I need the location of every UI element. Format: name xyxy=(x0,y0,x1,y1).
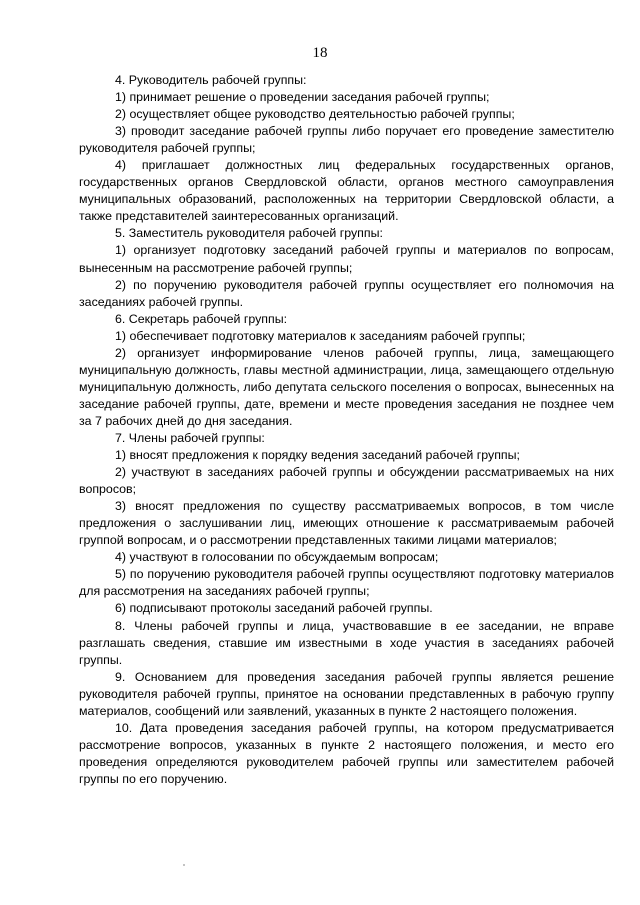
paragraph: 1) организует подготовку заседаний рабочей группы и материалов по вопросам, вынесенным на рассмотрение рабочей группы; xyxy=(79,243,614,275)
paragraph: 6) подписывают протоколы заседаний рабочей группы. xyxy=(115,601,433,616)
paragraph: 6. Секретарь рабочей группы: xyxy=(115,311,288,326)
paragraph: 1) обеспечивает подготовку материалов к заседаниям рабочей группы; xyxy=(115,328,526,343)
paragraph: 5) по поручению руководителя рабочей группы осуществляют подготовку материалов для рассмотрения на заседаниях рабочей группы; xyxy=(79,567,614,599)
paragraph: 2) участвуют в заседаниях рабочей группы и обсуждении рассматриваемых на них вопросов; xyxy=(79,465,614,497)
paragraph: 7. Члены рабочей группы: xyxy=(115,430,265,445)
paragraph: 4) участвуют в голосовании по обсуждаемым вопросам; xyxy=(115,550,439,565)
paragraph: 1) вносят предложения к порядку ведения заседаний рабочей группы; xyxy=(115,448,520,463)
page-number: 18 xyxy=(312,45,328,61)
paragraph: 8. Члены рабочей группы и лица, участвовавшие в ее заседании, не вправе разглашать сведения, ставшие им известными в ходе участия в заседаниях рабочей группы. xyxy=(79,618,614,667)
paragraph: 5. Заместитель руководителя рабочей группы: xyxy=(115,226,383,241)
paragraph: 4. Руководитель рабочей группы: xyxy=(115,73,307,87)
scan-speck xyxy=(183,864,185,866)
paragraph: 1) принимает решение о проведении заседания рабочей группы; xyxy=(115,90,490,105)
paragraph: 2) по поручению руководителя рабочей группы осуществляет его полномочия на заседаниях рабочей группы. xyxy=(79,277,614,309)
paragraph: 10. Дата проведения заседания рабочей группы, на котором предусматривается рассмотрение вопросов, указанных в пункте 2 настоящего положения, и место его проведения определяются руководителем рабочей группы или заместителем рабочей группы по его поручению. xyxy=(79,720,614,786)
document-body xyxy=(79,72,614,788)
paragraph: 9. Основанием для проведения заседания рабочей группы является решение руководителя рабочей группы, принятое на основании представленных в рабочую группу материалов, сообщений или заявлений, указанных в пункте 2 настоящего положения. xyxy=(79,669,614,718)
paragraph: 3) вносят предложения по существу рассматриваемых вопросов, в том числе предложения о заслушивании лиц, имеющих отношение к рассматриваемым рабочей группой вопросам, и о рассмотрении представленных такими лицами материалов; xyxy=(79,499,614,548)
paragraph: 4) приглашает должностных лиц федеральных государственных органов, государственных органов Свердловской области, органов местного самоуправления муниципальных образований, расположенных на территории Свердловской области, а также представителей заинтересованных организаций. xyxy=(79,158,614,224)
paragraph: 3) проводит заседание рабочей группы либо поручает его проведение заместителю руководителя рабочей группы; xyxy=(79,124,614,156)
paragraph: 2) осуществляет общее руководство деятельностью рабочей группы; xyxy=(115,107,515,122)
paragraph: 2) организует информирование членов рабочей группы, лица, замещающего муниципальную должность, главы местной администрации, лица, замещающего отдельную муниципальную должность, либо депутата сельского поселения о вопросах, вынесенных на заседание рабочей группы, дате, времени и месте проведения заседания не позднее чем за 7 рабочих дней до дня заседания. xyxy=(79,345,614,428)
